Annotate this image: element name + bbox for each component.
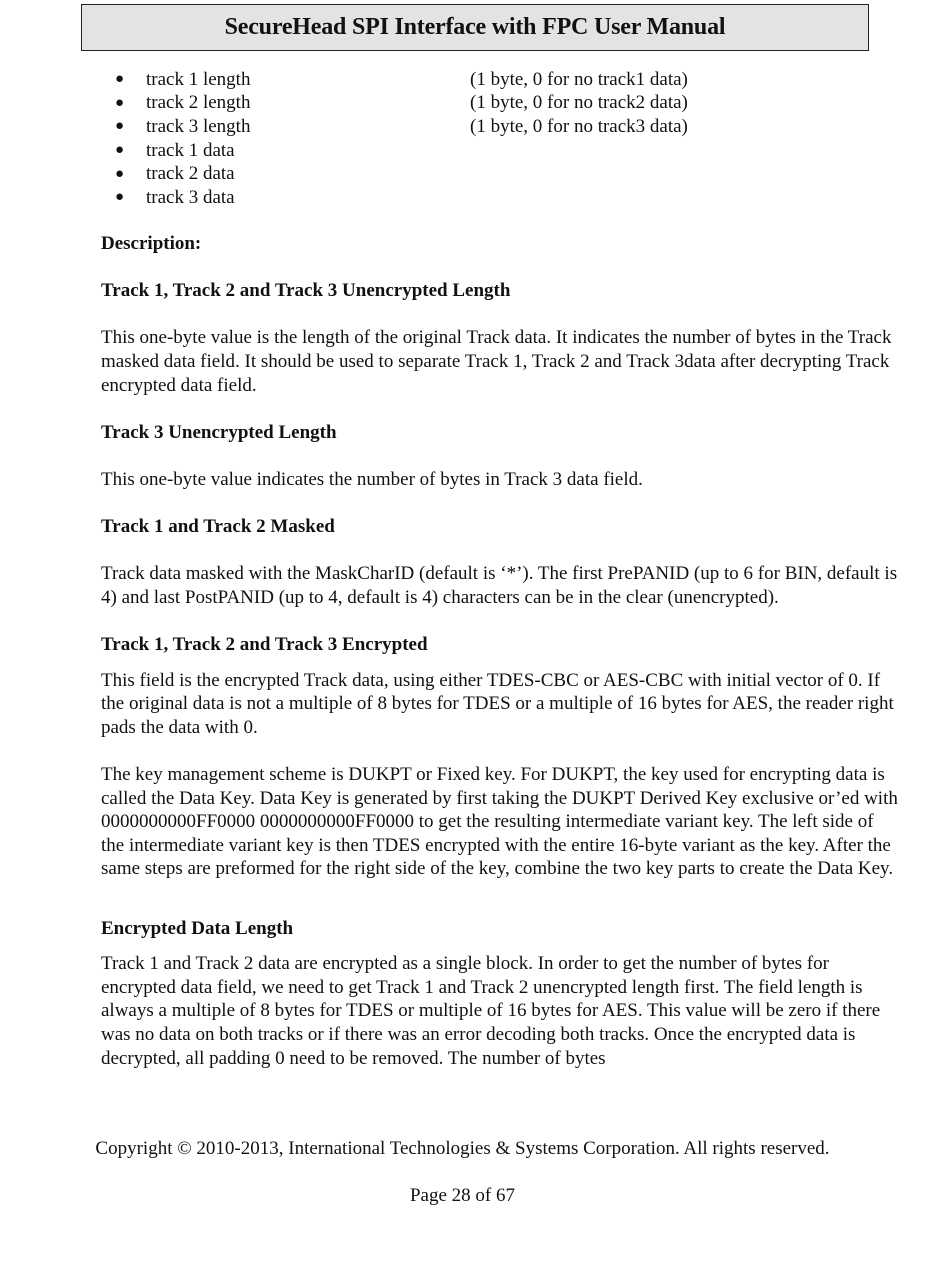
list-item-note: (1 byte, 0 for no track2 data) (470, 92, 688, 114)
section-title: Track 1 and Track 2 Masked (101, 516, 335, 538)
list-item (115, 186, 835, 210)
section-title: Encrypted Data Length (101, 917, 294, 939)
list-item-label: track 1 length (146, 68, 251, 90)
description-heading: Description: (101, 233, 202, 254)
list-item (115, 162, 835, 186)
description-body (101, 232, 901, 1070)
bullet-icon: ● (115, 118, 125, 135)
section-title: Track 3 Unencrypted Length (101, 421, 337, 443)
bullet-icon: ● (115, 189, 125, 206)
list-item-label: track 2 data (146, 163, 235, 185)
page-header (81, 4, 869, 51)
list-item (115, 115, 835, 139)
section-title: Track 1, Track 2 and Track 3 Encrypted (101, 634, 428, 656)
list-item-label: track 1 data (146, 139, 235, 161)
section-paragraph: Track data masked with the MaskCharID (default is ‘*’). The first PrePANID (up to 6 for BIN, default is 4) and last PostPANID (up to 4, default is 4) characters can be in the clear (unencrypted). (101, 563, 898, 608)
section-paragraph: Track 1 and Track 2 data are encrypted as a single block. In order to get the number of bytes for encrypted data field, we need to get Track 1 and Track 2 unencrypted length first. The field length is always a multiple of 8 bytes for TDES or multiple of 16 bytes for AES. This value will be zero if there was no data on both tracks or if there was an error decoding both tracks. Once the encrypted data is decrypted, all padding 0 need to be removed. The number of bytes (101, 953, 881, 1069)
list-item-note: (1 byte, 0 for no track1 data) (470, 68, 688, 90)
list-item-note: (1 byte, 0 for no track3 data) (470, 115, 688, 137)
bullet-icon: ● (115, 71, 125, 88)
list-item (115, 68, 835, 92)
copyright-notice: Copyright © 2010-2013, International Technologies & Systems Corporation. All rights reserved. (95, 1138, 830, 1159)
bullet-icon: ● (115, 94, 125, 111)
list-item (115, 92, 835, 116)
list-item-label: track 3 data (146, 186, 235, 208)
page-number: Page 28 of 67 (409, 1185, 515, 1206)
section-title: Track 1, Track 2 and Track 3 Unencrypted Length (101, 280, 511, 302)
section-paragraph: This one-byte value is the length of the original Track data. It indicates the number of bytes in the Track masked data field. It should be used to separate Track 1, Track 2 and Track 3data after decrypting Track encrypted data field. (101, 327, 892, 396)
section-paragraph: This field is the encrypted Track data, using either TDES-CBC or AES-CBC with initial vector of 0. If the original data is not a multiple of 8 bytes for TDES or a multiple of 16 bytes for AES, the reader right pads the data with 0. (101, 669, 894, 738)
document-title: SecureHead SPI Interface with FPC User Manual (224, 14, 726, 40)
section-paragraph: The key management scheme is DUKPT or Fixed key. For DUKPT, the key used for encrypting data is called the Data Key. Data Key is generated by first taking the DUKPT Derived Key exclusive or’ed with 0000000000FF0000 0000000000FF0000 to get the resulting intermediate variant key. The left side of the intermediate variant key is then TDES encrypted with the entire 16-byte variant as the key. After the same steps are preformed for the right side of the key, combine the two key parts to create the Data Key. (101, 764, 898, 880)
list-item-label: track 3 length (146, 115, 251, 137)
bullet-icon: ● (115, 142, 125, 159)
list-item-label: track 2 length (146, 92, 251, 114)
list-item (115, 139, 835, 163)
section-paragraph: This one-byte value indicates the number of bytes in Track 3 data field. (101, 468, 643, 490)
track-field-list (115, 68, 835, 210)
bullet-icon: ● (115, 165, 125, 182)
